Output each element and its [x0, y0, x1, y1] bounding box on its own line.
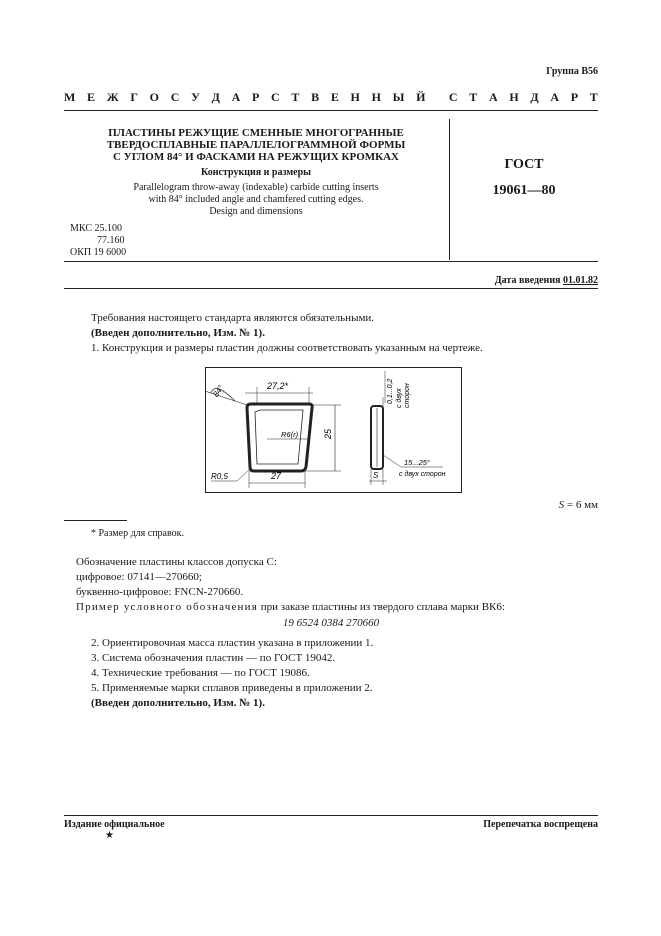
mandatory-note: Требования настоящего стандарта являются обязательными. — [91, 312, 375, 324]
gost-number: 19061—80 — [492, 183, 556, 198]
footnote-rule — [64, 520, 127, 521]
banner-letter: Й — [416, 90, 426, 104]
banner-letter: М — [64, 90, 76, 104]
footnote: * Размер для справок. — [91, 528, 184, 539]
introduction-date — [495, 275, 598, 286]
banner-letter: С — [170, 90, 180, 104]
inner-radius-label: R6(r) — [281, 430, 299, 439]
banner-letter: Р — [570, 90, 579, 104]
gost-block — [450, 152, 598, 204]
mks-code-1: МКС 25.100 — [70, 223, 122, 234]
designation-l4 — [76, 600, 616, 615]
star-icon: ★ — [105, 830, 114, 841]
banner-letter: О — [149, 90, 160, 104]
banner-letter: Д — [530, 90, 539, 104]
chamfer-note-1: с двух — [396, 388, 403, 408]
banner-letter: Е — [330, 90, 339, 104]
banner-letter: Н — [509, 90, 519, 104]
intro-text — [91, 311, 601, 356]
designation-l1: Обозначение пластины классов допуска С: — [76, 556, 277, 568]
footer-rule — [64, 815, 598, 816]
designation-l3: буквенно-цифровое: FNCN-270660. — [76, 586, 244, 598]
title-ru-line-2: ТВЕРДОСПЛАВНЫЕ ПАРАЛЛЕЛОГРАММНОЙ ФОРМЫ — [106, 139, 406, 151]
corner-radius-label: R0,5 — [211, 472, 228, 481]
thickness-value: = 6 мм — [564, 499, 598, 511]
banner-letter: Н — [371, 90, 381, 104]
banner-letter: А — [550, 90, 560, 104]
date-rule — [64, 288, 598, 289]
codes-rule — [64, 261, 598, 262]
height-dim-label: 25 — [323, 428, 333, 439]
banner-letter: Ж — [106, 90, 119, 104]
clause-3: 3. Система обозначения пластин — по ГОСТ 19042. — [91, 652, 336, 664]
banner-letter: Т — [469, 90, 478, 104]
official-edition: Издание официальное — [64, 819, 165, 830]
title-en-line-1: Parallelogram throw-away (indexable) carbide cutting inserts — [133, 182, 379, 193]
chamfer-note-2: сторон — [404, 383, 411, 408]
mks-code-2: 77.160 — [97, 235, 125, 246]
standard-banner — [64, 90, 598, 105]
title-en-line-2: with 84° included angle and chamfered cutting edges. — [148, 194, 364, 205]
okp-code: ОКП 19 6000 — [70, 247, 127, 258]
angle-range-leader — [383, 455, 401, 467]
top-dim-label: 27,2* — [267, 381, 289, 391]
example-heading-rest: при заказе пластины из твердого сплава марки ВК6: — [257, 601, 505, 613]
angle-label: 84° — [211, 383, 226, 399]
corner-radius-leader-2 — [237, 469, 250, 481]
banner-letter: У — [191, 90, 200, 104]
angle-range-label: 15...25° — [404, 458, 430, 467]
designation-text — [76, 555, 616, 615]
group-code: Группа В56 — [546, 66, 598, 77]
example-designation: 19 6524 0384 270660 — [282, 617, 380, 629]
bottom-dim-label: 27 — [271, 471, 282, 481]
banner-letter: С — [271, 90, 280, 104]
banner-letter: Г — [130, 90, 138, 104]
banner-letter: Р — [251, 90, 260, 104]
clause-5: 5. Применяемые марки сплавов приведены в приложении 2. — [91, 682, 373, 694]
amendment-note-1: (Введен дополнительно, Изм. № 1). — [91, 327, 265, 339]
title-ru-subtitle: Конструкция и размеры — [201, 167, 311, 178]
thickness-symbol: S — [558, 499, 565, 511]
date-label: Дата введения — [494, 275, 561, 286]
classification-codes — [70, 223, 126, 259]
clause-1: 1. Конструкция и размеры пластин должны соответствовать указанным на чертеже. — [91, 342, 483, 354]
banner-letter: Н — [350, 90, 360, 104]
banner-letter: В — [311, 90, 320, 104]
chamfer-dim-label: 0,1...0,2 — [387, 378, 394, 404]
title-ru-line-3: С УГЛОМ 84° И ФАСКАМИ НА РЕЖУЩИХ КРОМКАХ — [112, 151, 399, 163]
banner-letter: А — [231, 90, 241, 104]
s-dim-label: S — [373, 471, 379, 480]
gost-label: ГОСТ — [504, 157, 544, 172]
designation-l2: цифровое: 07141—270660; — [76, 571, 202, 583]
bottom-note: с двух сторон — [399, 471, 446, 478]
title-en-line-3: Design and dimensions — [209, 206, 303, 217]
title-ru-line-1: ПЛАСТИНЫ РЕЖУЩИЕ СМЕННЫЕ МНОГОГРАННЫЕ — [108, 127, 404, 139]
amendment-note-2: (Введен дополнительно, Изм. № 1). — [91, 697, 265, 709]
banner-letter: С — [448, 90, 458, 104]
banner-letter: Ы — [392, 90, 405, 104]
clause-2: 2. Ориентировочная масса пластин указана в приложении 1. — [91, 637, 374, 649]
banner-letter: Е — [87, 90, 96, 104]
clauses — [91, 636, 601, 711]
example-heading: Пример условного обозначения — [76, 601, 258, 613]
banner-letter: Т — [589, 90, 598, 104]
title-en — [64, 182, 448, 218]
banner-letter: А — [488, 90, 498, 104]
date-value: 01.01.82 — [563, 275, 598, 286]
reprint-prohibited: Перепечатка воспрещена — [483, 819, 598, 830]
header-rule — [64, 110, 598, 111]
banner-letter: Т — [291, 90, 300, 104]
title-block — [64, 127, 448, 218]
insert-drawing — [205, 367, 462, 493]
clause-4: 4. Технические требования — по ГОСТ 19086. — [91, 667, 310, 679]
banner-letter: Д — [211, 90, 220, 104]
thickness-note — [559, 499, 598, 511]
